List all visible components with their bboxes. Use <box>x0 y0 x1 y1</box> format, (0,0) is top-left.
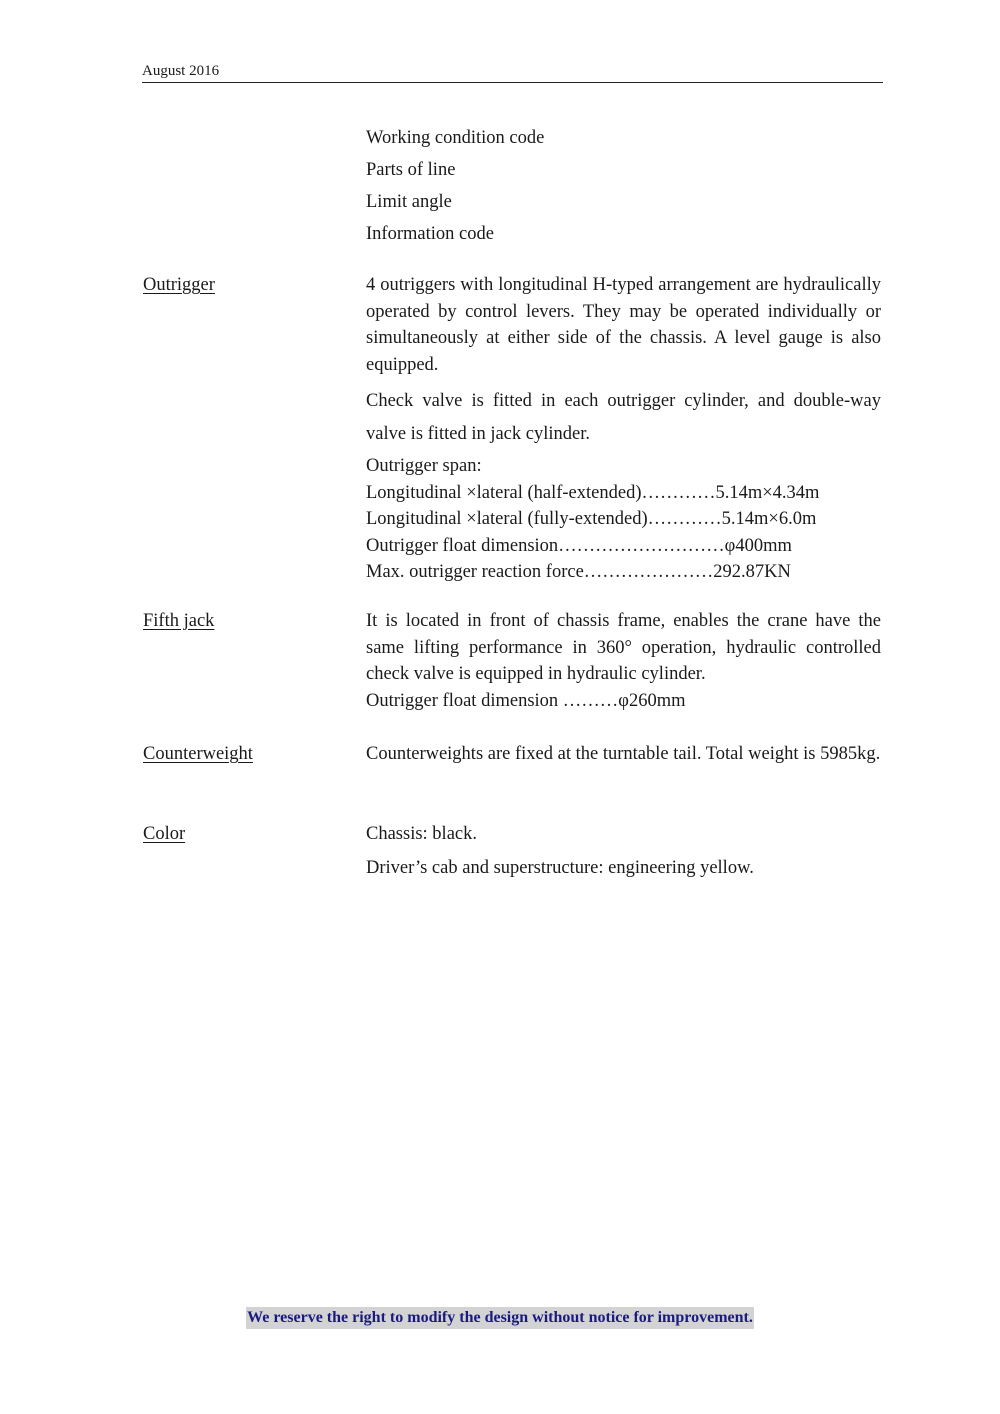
outrigger-valve-description: Check valve is fitted in each outrigger cylinder, and double-way valve is fitted in jack cylinder. <box>366 391 881 444</box>
section-title-outrigger: Outrigger <box>143 275 215 295</box>
section-body-counterweight <box>366 741 881 768</box>
spec-line: Outrigger float dimension………………………φ400mm <box>366 535 792 556</box>
page-header <box>142 60 883 83</box>
spec-line: Max. outrigger reaction force…………………292.87KN <box>366 562 791 582</box>
section-body-fifth-jack <box>366 608 881 714</box>
section-body-color <box>366 821 881 881</box>
section-title-fifth-jack: Fifth jack <box>143 611 215 631</box>
footer <box>0 1307 1000 1329</box>
spec-line: Longitudinal ×lateral (half-extended)…………5.14m×4.34m <box>366 482 820 503</box>
spec-line: Longitudinal ×lateral (fully-extended)…………5.14m×6.0m <box>366 509 817 529</box>
color-cab: Driver’s cab and superstructure: engineering yellow. <box>366 858 754 878</box>
fifth-jack-description: It is located in front of chassis frame, enables the crane have the same lifting performance in 360° operation, hydraulic controlled check valve is equipped in hydraulic cylinder. <box>366 611 881 684</box>
footer-note: We reserve the right to modify the design without notice for improvement. <box>246 1307 754 1329</box>
counterweight-description: Counterweights are fixed at the turntable tail. Total weight is 5985kg. <box>366 744 881 764</box>
header-date: August 2016 <box>142 63 220 79</box>
intro-list <box>366 124 881 252</box>
fifth-jack-spec: Outrigger float dimension ………φ260mm <box>366 690 686 711</box>
list-item: Limit angle <box>366 192 452 212</box>
outrigger-description: 4 outriggers with longitudinal H-typed arrangement are hydraulically operated by control levers. They may be operated individually or simultaneously at either side of the chassis. A level gauge is also equipped. <box>366 275 881 375</box>
list-item: Parts of line <box>366 160 456 180</box>
list-item: Information code <box>366 224 494 244</box>
section-title-counterweight: Counterweight <box>143 744 253 764</box>
section-title-color: Color <box>143 824 186 844</box>
color-chassis: Chassis: black. <box>366 824 477 844</box>
outrigger-span-label: Outrigger span: <box>366 456 482 476</box>
section-body-outrigger <box>366 272 881 586</box>
list-item: Working condition code <box>366 128 545 148</box>
